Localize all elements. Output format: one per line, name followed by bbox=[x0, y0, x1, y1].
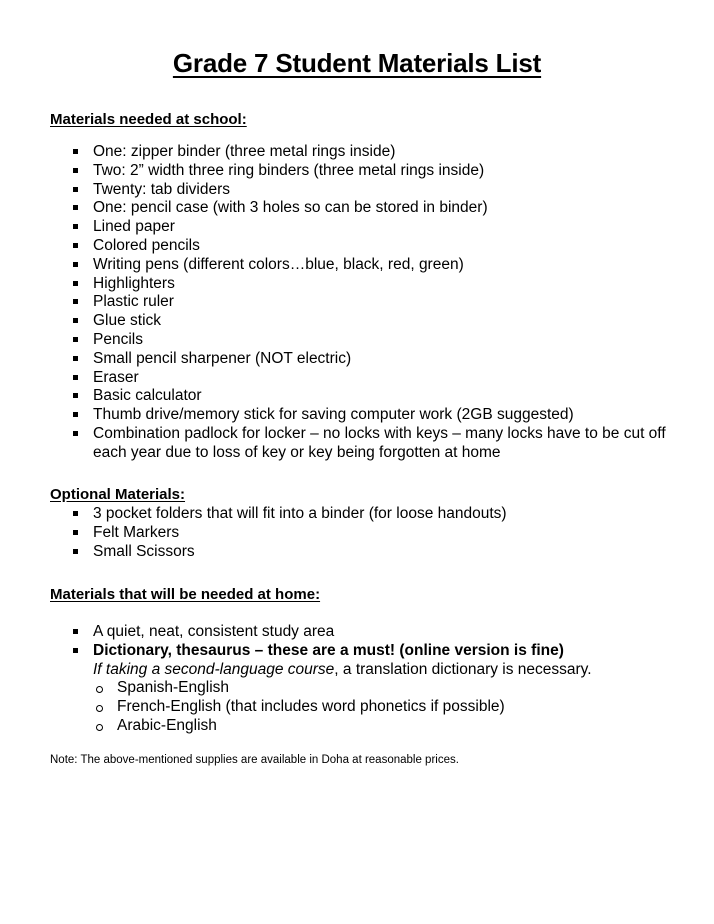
square-bullet-icon bbox=[73, 393, 78, 398]
list-item: Glue stick bbox=[73, 312, 673, 331]
square-bullet-icon bbox=[73, 299, 78, 304]
list-item: Arabic-English bbox=[93, 717, 693, 736]
circle-bullet-icon bbox=[96, 686, 103, 693]
square-bullet-icon bbox=[73, 149, 78, 154]
square-bullet-icon bbox=[73, 337, 78, 342]
square-bullet-icon bbox=[73, 511, 78, 516]
home-materials-list bbox=[73, 623, 693, 736]
list-item: Eraser bbox=[73, 369, 673, 388]
list-item: Two: 2” width three ring binders (three metal rings inside) bbox=[73, 162, 673, 181]
list-item: Twenty: tab dividers bbox=[73, 181, 673, 200]
list-item: French-English (that includes word phonetics if possible) bbox=[93, 698, 693, 717]
page-title: Grade 7 Student Materials List bbox=[172, 48, 542, 78]
optional-materials-heading: Optional Materials: bbox=[50, 486, 186, 503]
home-materials-heading: Materials that will be needed at home: bbox=[50, 586, 321, 603]
translation-note: If taking a second-language course, a translation dictionary is necessary. bbox=[93, 660, 592, 678]
list-item: Lined paper bbox=[73, 218, 673, 237]
list-item: Small pencil sharpener (NOT electric) bbox=[73, 350, 673, 369]
square-bullet-icon bbox=[73, 431, 78, 436]
square-bullet-icon bbox=[73, 375, 78, 380]
square-bullet-icon bbox=[73, 412, 78, 417]
list-item: Pencils bbox=[73, 331, 673, 350]
optional-materials-list bbox=[73, 505, 673, 561]
school-materials-heading: Materials needed at school: bbox=[50, 111, 247, 128]
school-materials-list bbox=[73, 143, 673, 463]
square-bullet-icon bbox=[73, 224, 78, 229]
list-item: Combination padlock for locker – no locks with keys – many locks have to be cut off each year due to loss of key or key being forgotten at home bbox=[73, 425, 673, 463]
circle-bullet-icon bbox=[96, 705, 103, 712]
square-bullet-icon bbox=[73, 648, 78, 653]
list-item: Colored pencils bbox=[73, 237, 673, 256]
language-dictionary-list bbox=[93, 679, 693, 735]
list-item: A quiet, neat, consistent study area bbox=[73, 623, 693, 642]
square-bullet-icon bbox=[73, 187, 78, 192]
square-bullet-icon bbox=[73, 281, 78, 286]
list-item: Dictionary, thesaurus – these are a must! (online version is fine) If taking a second-language course, a translation dictionary is necessary. Spanish-English French-English (that includes word phonetics if possible) Arabic-English bbox=[73, 642, 693, 736]
square-bullet-icon bbox=[73, 243, 78, 248]
list-item: Spanish-English bbox=[93, 679, 693, 698]
square-bullet-icon bbox=[73, 356, 78, 361]
list-item: One: pencil case (with 3 holes so can be stored in binder) bbox=[73, 199, 673, 218]
list-item: 3 pocket folders that will fit into a binder (for loose handouts) bbox=[73, 505, 673, 524]
list-item: Small Scissors bbox=[73, 543, 673, 562]
circle-bullet-icon bbox=[96, 724, 103, 731]
list-item: Highlighters bbox=[73, 275, 673, 294]
square-bullet-icon bbox=[73, 205, 78, 210]
list-item: Writing pens (different colors…blue, black, red, green) bbox=[73, 256, 673, 275]
square-bullet-icon bbox=[73, 318, 78, 323]
list-item: Basic calculator bbox=[73, 387, 673, 406]
supplies-note: Note: The above-mentioned supplies are available in Doha at reasonable prices. bbox=[50, 754, 459, 766]
square-bullet-icon bbox=[73, 629, 78, 634]
square-bullet-icon bbox=[73, 530, 78, 535]
list-item: One: zipper binder (three metal rings inside) bbox=[73, 143, 673, 162]
square-bullet-icon bbox=[73, 168, 78, 173]
square-bullet-icon bbox=[73, 549, 78, 554]
list-item: Thumb drive/memory stick for saving computer work (2GB suggested) bbox=[73, 406, 673, 425]
list-item: Plastic ruler bbox=[73, 293, 673, 312]
list-item: Felt Markers bbox=[73, 524, 673, 543]
square-bullet-icon bbox=[73, 262, 78, 267]
